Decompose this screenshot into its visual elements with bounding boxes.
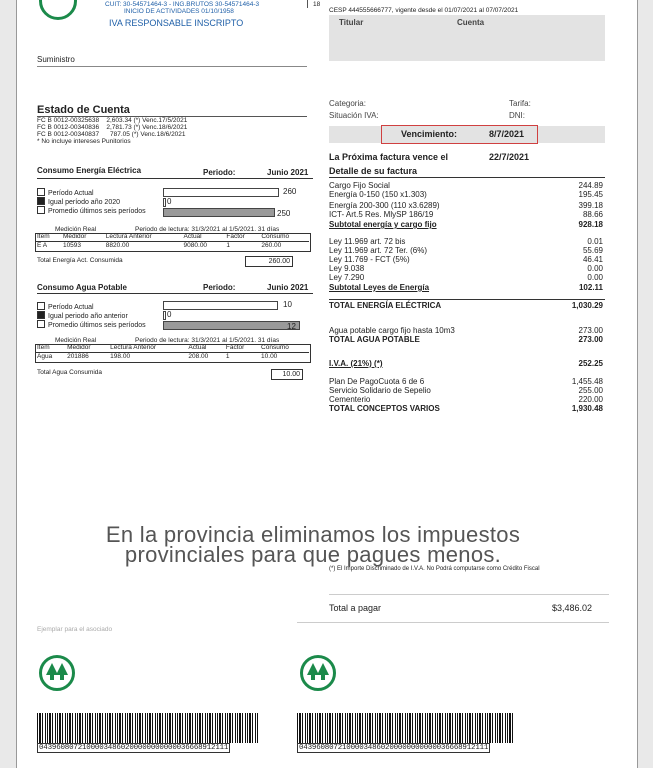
energia-legend-promedio: Promedio últimos seis períodos	[37, 206, 146, 216]
agua-bar-promedio	[163, 321, 300, 330]
energia-bar-anterior	[163, 198, 166, 207]
detalle-row	[329, 386, 603, 395]
estado-cuenta-title: Estado de Cuenta	[37, 104, 130, 116]
energia-medicion: Medición Real	[55, 226, 97, 233]
iva-footnote: (*) El Importe Discriminado de I.V.A. No Podrá computarse como Crédito Fiscal	[329, 566, 540, 572]
detalle-label: Energía 0-150 (150 x1.303)	[329, 190, 427, 199]
detalle-label: Ley 11.969 art. 72 Ter. (6%)	[329, 246, 427, 255]
detalle-row	[329, 359, 603, 368]
detalle-value: 0.00	[587, 264, 603, 273]
detalle-label: TOTAL ENERGÍA ELÉCTRICA	[329, 301, 442, 310]
energia-legend-actual: Período Actual	[37, 188, 94, 198]
detalle-value: 255.00	[578, 386, 603, 395]
promo-line-2: provinciales para que pagues menos.	[124, 542, 502, 567]
detalle-row	[329, 395, 603, 404]
table-header: Item Medidor Lectura Anterior Actual Factor Consumo	[35, 233, 309, 241]
detalle-row	[329, 283, 603, 292]
detalle-label: Servicio Solidario de Sepelio	[329, 386, 431, 395]
detalle-label: Subtotal energía y cargo fijo	[329, 220, 437, 229]
agua-periodo-value: Junio 2021	[267, 283, 309, 292]
detalle-rule	[329, 177, 605, 178]
agua-value-promedio: 12	[287, 322, 296, 331]
agua-value-actual: 10	[283, 300, 292, 309]
detalle-title: Detalle de su factura	[329, 166, 418, 176]
proxima-factura-label: La Próxima factura vence el	[329, 152, 449, 162]
cesp-line: CESP 444555666777, vigente desde el 01/07/2021 al 07/07/2021	[329, 7, 519, 14]
energia-bar-promedio	[163, 208, 275, 217]
detalle-value: 1,930.48	[571, 404, 603, 413]
agua-medicion: Medición Real	[55, 337, 97, 344]
estado-line-1: FC B 0012-00325638 2,603.34 (*) Venc.17/5/2021	[37, 117, 188, 124]
titular-label: Titular	[339, 18, 364, 27]
invoice-page	[16, 0, 638, 768]
detalle-value: 252.25	[578, 359, 603, 368]
agua-periodo-lectura: Periodo de lectura: 31/3/2021 al 1/5/2021. 31 días	[135, 337, 280, 344]
detalle-value: 399.18	[578, 201, 603, 210]
pine-trees-icon	[307, 663, 329, 681]
suministro-rule	[37, 66, 307, 67]
categoria-label: Categoria:	[329, 99, 366, 108]
detalle-label: Energía 200-300 (110 x3.6289)	[329, 201, 440, 210]
detalle-label: Ley 11.969 art. 72 bis	[329, 237, 406, 246]
company-logo-partial	[39, 0, 77, 20]
energia-periodo-label: Periodo:	[203, 168, 236, 177]
total-label: Total a pagar	[329, 603, 382, 613]
energia-value-promedio: 250	[277, 209, 291, 218]
detalle-value: 273.00	[578, 326, 603, 335]
energia-rule	[37, 178, 313, 179]
table-row: E A 10593 8820.00 9080.00 1 260.00	[37, 241, 282, 249]
vencimiento-value: 8/7/2021	[489, 129, 525, 139]
table-header: Item Medidor Lectura Anterior Actual Factor Consumo	[35, 344, 309, 352]
detalle-label: Cargo Fijo Social	[329, 181, 390, 190]
cooperative-logo	[300, 655, 336, 691]
total-rule-top	[329, 594, 609, 595]
detalle-row	[329, 181, 603, 190]
detalle-label: Plan De PagoCuota 6 de 6	[329, 377, 425, 386]
energia-total-value: 260.00	[245, 256, 293, 267]
detalle-row	[329, 210, 603, 219]
detalle-label: Cementerio	[329, 395, 371, 404]
iva-responsable: IVA RESPONSABLE INSCRIPTO	[109, 18, 244, 28]
tarifa-label: Tarifa:	[509, 99, 531, 108]
estado-line-3: FC B 0012-00340837 787.05 (*) Venc.18/6/2021	[37, 131, 186, 138]
detalle-value: 0.01	[587, 237, 603, 246]
detalle-value: 195.45	[578, 190, 603, 199]
detalle-row	[329, 264, 603, 273]
detalle-label: TOTAL AGUA POTABLE	[329, 335, 420, 344]
cuenta-label: Cuenta	[457, 18, 485, 27]
detalle-row	[329, 255, 603, 264]
checkbox-filled-icon	[37, 197, 45, 205]
agua-value-anterior: 0	[167, 310, 172, 319]
total-value: $3,486.02	[552, 603, 593, 613]
agua-total-value: 10.00	[271, 369, 303, 380]
checkbox-empty-icon	[37, 188, 45, 196]
agua-table-box	[35, 344, 311, 363]
checkbox-empty-icon	[37, 206, 45, 214]
suministro-label: Suministro	[37, 55, 75, 64]
detalle-row	[329, 201, 603, 210]
barcode-number-left: 04396080721000034860200000000000036668912111	[39, 744, 229, 752]
ejemplar-label: Ejemplar para el asociado	[37, 626, 113, 633]
detalle-value: 46.41	[582, 255, 603, 264]
divider-top	[307, 0, 308, 8]
page-number: 18	[313, 1, 321, 8]
energia-bar-actual	[163, 188, 279, 197]
energia-value-actual: 260	[283, 187, 297, 196]
detalle-value: 244.89	[578, 181, 603, 190]
detalle-separator	[329, 299, 605, 300]
inicio-actividades: INICIO DE ACTIVIDADES 01/10/1958	[124, 8, 234, 15]
detalle-label: Ley 9.038	[329, 264, 365, 273]
agua-legend-anterior: Igual periodo año anterior	[37, 311, 128, 321]
dni-label: DNI:	[509, 111, 525, 120]
detalle-label: Subtotal Leyes de Energía	[329, 283, 430, 292]
checkbox-filled-icon	[37, 311, 45, 319]
detalle-label: Ley 11.769 - FCT (5%)	[329, 255, 410, 264]
detalle-row	[329, 404, 603, 413]
vencimiento-label: Vencimiento:	[401, 129, 458, 139]
detalle-row	[329, 237, 603, 246]
detalle-row	[329, 190, 603, 199]
energia-legend-anterior: Igual período año 2020	[37, 197, 120, 207]
cooperative-logo	[39, 655, 75, 691]
agua-bar-anterior	[163, 311, 166, 320]
agua-legend-actual: Período Actual	[37, 302, 94, 312]
energia-table-box	[35, 233, 311, 252]
table-row: Agua 201886 198.00 208.00 1 10.00	[37, 352, 278, 360]
detalle-value: 102.11	[578, 283, 603, 292]
detalle-label: I.V.A. (21%) (*)	[329, 359, 383, 368]
cuit-line: CUIT: 30-54571464-3 - ING.BRUTOS 30-54571464-3	[105, 1, 260, 8]
detalle-row	[329, 220, 603, 229]
detalle-value: 0.00	[587, 273, 603, 282]
estado-line-2: FC B 0012-00340836 2,781.73 (*) Venc.18/6/2021	[37, 124, 188, 131]
agua-legend-promedio: Promedio últimos seis períodos	[37, 320, 146, 330]
agua-bar-actual	[163, 301, 278, 310]
detalle-row	[329, 335, 603, 344]
agua-total-label: Total Agua Consumida	[37, 369, 103, 376]
barcode-right	[297, 713, 515, 743]
agua-title: Consumo Agua Potable	[37, 283, 127, 292]
energia-periodo-lectura: Periodo de lectura: 31/3/2021 al 1/5/2021. 31 días	[135, 226, 280, 233]
detalle-row	[329, 246, 603, 255]
energia-title: Consumo Energía Eléctrica	[37, 166, 142, 175]
detalle-value: 55.69	[582, 246, 603, 255]
detalle-row	[329, 326, 603, 335]
detalle-row	[329, 377, 603, 386]
total-rule-bottom	[297, 622, 609, 623]
barcode-left	[37, 713, 259, 743]
detalle-value: 273.00	[578, 335, 603, 344]
agua-rule	[37, 293, 313, 294]
detalle-label: Ley 7.290	[329, 273, 365, 282]
detalle-row	[329, 301, 603, 310]
checkbox-empty-icon	[37, 320, 45, 328]
detalle-value: 88.66	[582, 210, 603, 219]
energia-value-anterior: 0	[167, 197, 172, 206]
detalle-label: TOTAL CONCEPTOS VARIOS	[329, 404, 440, 413]
pine-trees-icon	[46, 663, 68, 681]
detalle-row	[329, 273, 603, 282]
detalle-value: 928.18	[578, 220, 603, 229]
agua-periodo-label: Periodo:	[203, 283, 236, 292]
detalle-value: 220.00	[578, 395, 603, 404]
detalle-label: Agua potable cargo fijo hasta 10m3	[329, 326, 455, 335]
situacion-iva-label: Situación IVA:	[329, 111, 379, 120]
promo-line-1: En la provincia eliminamos los impuestos	[105, 522, 521, 547]
barcode-number-right: 04396080721000034860200000000000036668912111	[299, 744, 489, 752]
proxima-factura-value: 22/7/2021	[489, 152, 530, 162]
energia-total-label: Total Energía Act. Consumida	[37, 257, 123, 264]
detalle-label: ICT- Art.5 Res. MlySP 186/19	[329, 210, 434, 219]
estado-note: * No incluye intereses Punitorios	[37, 138, 131, 145]
detalle-value: 1,030.29	[571, 301, 603, 310]
detalle-value: 1,455.48	[571, 377, 603, 386]
energia-periodo-value: Junio 2021	[267, 168, 309, 177]
checkbox-empty-icon	[37, 302, 45, 310]
